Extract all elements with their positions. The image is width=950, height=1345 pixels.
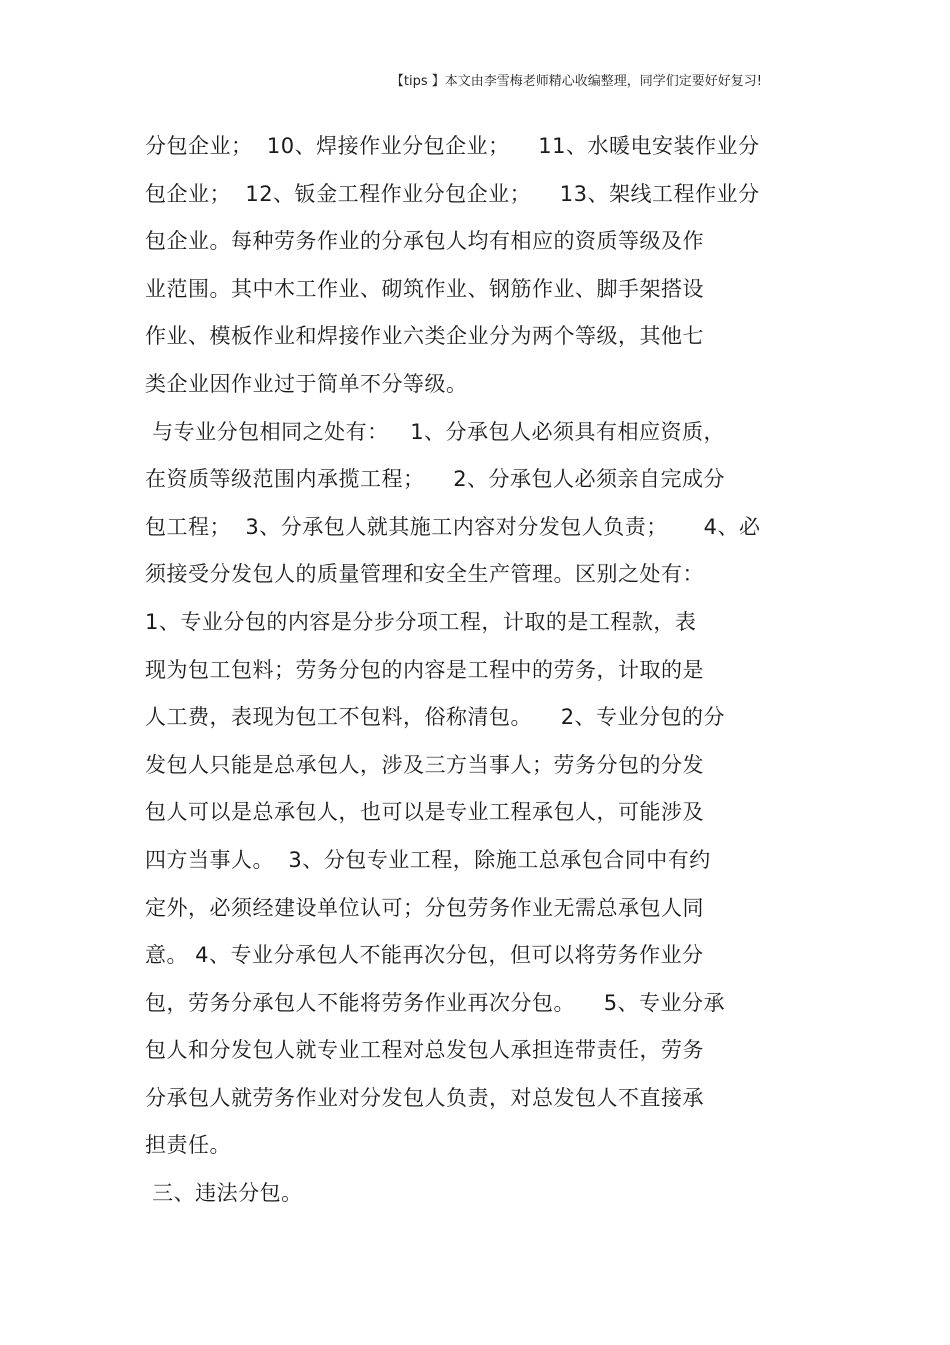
text-line-21: 分承包人就劳务作业对分发包人负责，对总发包人不直接承 xyxy=(145,1085,704,1110)
text-line-6: 类企业因作业过于简单不分等级。 xyxy=(145,371,468,396)
text-line-16: 四方当事人。 3、分包专业工程，除施工总承包合同中有约 xyxy=(145,847,711,872)
text-line-5: 作业、模板作业和焊接作业六类企业分为两个等级，其他七 xyxy=(145,324,704,349)
document-body xyxy=(145,127,825,1222)
section-heading-3: 三、违法分包。 xyxy=(145,1181,303,1206)
text-line-18: 意。 4、专业分承包人不能再次分包，但可以将劳务作业分 xyxy=(145,943,704,968)
text-line-2: 包企业； 12、钣金工程作业分包企业； 13、架线工程作业分 xyxy=(145,181,760,206)
header-tips: 【tips 】本文由李雪梅老师精心收编整理，同学们定要好好复习! xyxy=(390,74,762,89)
text-line-13: 人工费，表现为包工不包料，俗称清包。 2、专业分包的分 xyxy=(145,705,726,730)
text-line-12: 现为包工包料；劳务分包的内容是工程中的劳务，计取的是 xyxy=(145,657,704,682)
text-line-11: 1、专业分包的内容是分步分项工程，计取的是工程款，表 xyxy=(145,609,697,634)
text-line-10: 须接受分发包人的质量管理和安全生产管理。区别之处有： xyxy=(145,562,704,587)
text-line-3: 包企业。每种劳务作业的分承包人均有相应的资质等级及作 xyxy=(145,229,704,254)
text-line-20: 包人和分发包人就专业工程对总发包人承担连带责任，劳务 xyxy=(145,1038,704,1063)
text-line-4: 业范围。其中木工作业、砌筑作业、钢筋作业、脚手架搭设 xyxy=(145,276,704,301)
text-line-17: 定外，必须经建设单位认可；分包劳务作业无需总承包人同 xyxy=(145,895,704,920)
text-line-14: 发包人只能是总承包人，涉及三方当事人；劳务分包的分发 xyxy=(145,752,704,777)
text-line-22: 担责任。 xyxy=(145,1133,231,1158)
text-line-15: 包人可以是总承包人，也可以是专业工程承包人，可能涉及 xyxy=(145,800,704,825)
text-line-7: 与专业分包相同之处有： 1、分承包人必须具有相应资质， xyxy=(145,419,726,444)
text-line-19: 包，劳务分承包人不能将劳务作业再次分包。 5、专业分承 xyxy=(145,990,726,1015)
text-line-9: 包工程； 3、分承包人就其施工内容对分发包人负责； 4、必 xyxy=(145,514,761,539)
text-line-8: 在资质等级范围内承揽工程； 2、分承包人必须亲自完成分 xyxy=(145,467,726,492)
text-line-1: 分包企业； 10、焊接作业分包企业； 11、水暖电安装作业分 xyxy=(145,134,760,158)
